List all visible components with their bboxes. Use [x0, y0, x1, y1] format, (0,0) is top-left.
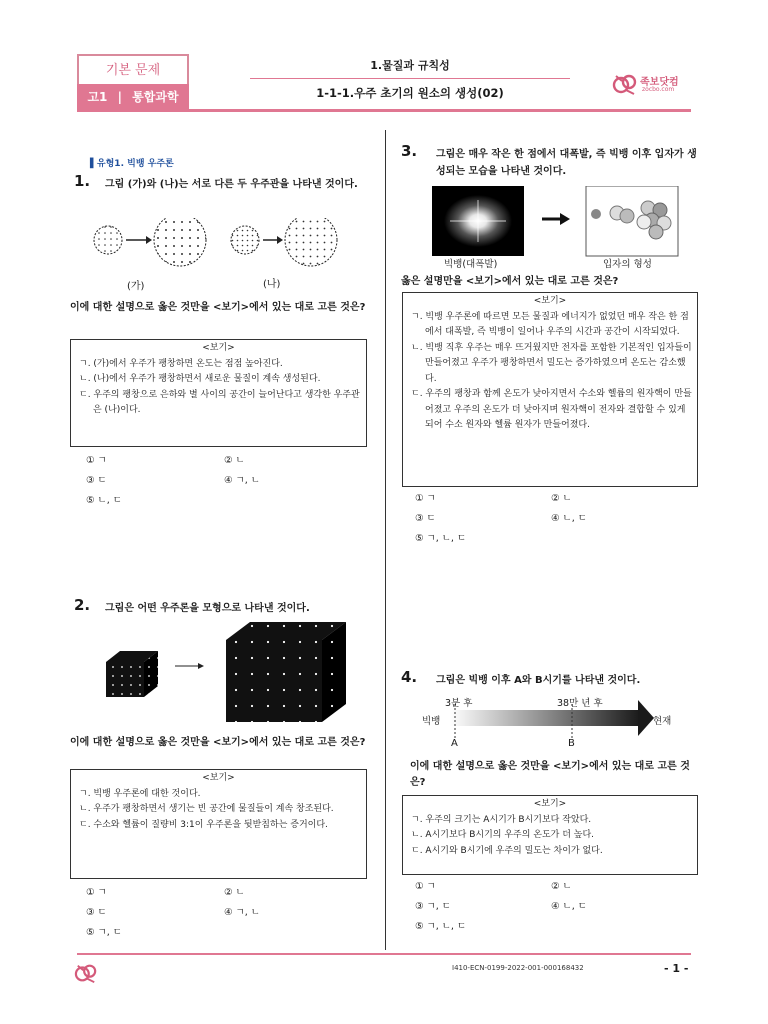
page-number: - 1 -: [664, 962, 689, 975]
q2-option-1[interactable]: ① ㄱ: [86, 887, 107, 898]
q2-large-cube: [226, 622, 346, 722]
q3-option-4[interactable]: ④ ㄴ, ㄷ: [551, 513, 587, 524]
q3-option-3[interactable]: ③ ㄷ: [415, 513, 436, 524]
header-line: [250, 78, 570, 79]
column-divider: [385, 130, 386, 950]
unit-title: 1.물질과 규칙성: [370, 59, 450, 72]
header-rule: [77, 109, 691, 112]
grade-label: 고1: [87, 90, 108, 104]
q3-option-5[interactable]: ⑤ ㄱ, ㄴ, ㄷ: [415, 533, 467, 544]
q4-point-a: A: [451, 738, 458, 749]
q4-box: [402, 795, 698, 875]
q1-universe-a-small: [94, 226, 122, 254]
q3-item-3: ㄷ. 우주의 팽창과 함께 온도가 낮아지면서 수소와 헬륨의 원자핵이 만들어졌고 우주의 온도가 더 낮아지며 원자핵이 전자와 결합할 수 있게 되어 수소 원자와 헬륨 원자가 만들어졌다.: [411, 389, 692, 430]
q2-box: [70, 769, 367, 879]
q3-box-title: <보기>: [533, 296, 567, 306]
q1-option-5[interactable]: ⑤ ㄴ, ㄷ: [86, 495, 122, 506]
q4-end-label: 현재: [653, 716, 672, 727]
grade-subject-bar: [77, 84, 189, 110]
q1-option-3[interactable]: ③ ㄷ: [86, 475, 107, 486]
q2-ask: 이에 대한 설명으로 옳은 것만을 <보기>에서 있는 대로 고른 것은?: [70, 737, 366, 748]
q4-option-2[interactable]: ② ㄴ: [551, 881, 572, 892]
q1-text: 그림 (가)와 (나)는 서로 다른 두 우주관을 나타낸 것이다.: [105, 179, 358, 190]
q4-time-1: 3분 후: [445, 698, 473, 709]
q3-item-1: ㄱ. 빅뱅 우주론에 따르면 모든 물질과 에너지가 없었던 매우 작은 한 점에서 대폭발, 즉 빅뱅이 일어나 우주의 시간과 공간이 시작되었다.: [411, 311, 689, 337]
q3-particles-image: [586, 186, 678, 256]
q4-box-title: <보기>: [533, 799, 567, 809]
q3-caption-a: 빅뱅(대폭발): [444, 259, 498, 270]
brand-url: zocbo.com: [642, 86, 675, 93]
subject-label: 통합과학: [132, 90, 179, 104]
q4-point-b: B: [568, 738, 575, 749]
q3-text: 그림은 매우 작은 한 점에서 대폭발, 즉 빅뱅 이후 입자가 생성되는 모습을 나타낸 것이다.: [436, 149, 697, 177]
document-code: I410-ECN-0199-2022-001-000168432: [452, 964, 584, 972]
q3-caption-b: 입자의 형성: [603, 259, 652, 270]
q3-figure: [430, 186, 680, 258]
q1-item-1: ㄱ. (가)에서 우주가 팽창하면 온도는 점점 높아진다.: [79, 358, 283, 369]
q2-item-1: ㄱ. 빅뱅 우주론에 대한 것이다.: [79, 788, 201, 799]
q4-time-2: 38만 년 후: [557, 698, 603, 709]
q1-item-2: ㄴ. (나)에서 우주가 팽창하면서 새로운 물질이 계속 생성된다.: [79, 374, 321, 384]
q3-option-2[interactable]: ② ㄴ: [551, 493, 572, 504]
q4-option-1[interactable]: ① ㄱ: [415, 881, 436, 892]
q2-option-5[interactable]: ⑤ ㄱ, ㄷ: [86, 927, 122, 938]
q1-option-1[interactable]: ① ㄱ: [86, 455, 107, 466]
q4-item-1: ㄱ. 우주의 크기는 A시기가 B시기보다 작았다.: [411, 814, 592, 825]
brand-logo: [612, 70, 692, 98]
q1-ask: 이에 대한 설명으로 옳은 것만을 <보기>에서 있는 대로 고른 것은?: [70, 302, 366, 313]
q3-number: 3.: [401, 142, 418, 160]
brand-name: 족보닷컴: [640, 77, 679, 88]
q4-option-3[interactable]: ③ ㄱ, ㄷ: [415, 901, 451, 912]
q4-item-3: ㄷ. A시기와 B시기에 우주의 밀도는 차이가 없다.: [411, 845, 603, 856]
grade-separator: |: [117, 90, 122, 104]
q4-text: 그림은 빅뱅 이후 A와 B시기를 나타낸 것이다.: [436, 675, 641, 686]
q2-figure: [100, 618, 350, 728]
q3-box: [402, 292, 698, 487]
q1-box-title: <보기>: [202, 343, 235, 353]
page-title: 1-1-1.우주 초기의 원소의 생성(02): [316, 86, 504, 100]
category-label: 기본 문제: [105, 63, 161, 78]
q2-item-2: ㄴ. 우주가 팽창하면서 생기는 빈 공간에 물질들이 계속 창조된다.: [79, 804, 334, 814]
q1-box: [70, 339, 367, 447]
q4-ask: 이에 대한 설명으로 옳은 것만을 <보기>에서 있는 대로 고른 것은?: [410, 761, 690, 788]
q2-small-cube: [106, 651, 158, 697]
q3-option-1[interactable]: ① ㄱ: [415, 493, 436, 504]
q4-option-5[interactable]: ⑤ ㄱ, ㄴ, ㄷ: [415, 921, 467, 932]
q2-option-4[interactable]: ④ ㄱ, ㄴ: [224, 907, 260, 918]
q2-number: 2.: [74, 596, 91, 614]
type-label: ▌유형1. 빅뱅 우주론: [90, 159, 174, 169]
q1-label-b: (나): [263, 279, 281, 290]
q3-item-2: ㄴ. 빅뱅 직후 우주는 매우 뜨거웠지만 전자를 포함한 기본적인 입자들이 만들어졌고 우주가 팽창하면서 밀도는 증가하였으며 온도는 감소했다.: [411, 342, 692, 384]
q2-option-2[interactable]: ② ㄴ: [224, 887, 245, 898]
q3-ask: 옳은 설명만을 <보기>에서 있는 대로 고른 것은?: [401, 276, 619, 287]
q4-start-label: 빅뱅: [422, 716, 441, 727]
q2-box-title: <보기>: [202, 773, 235, 783]
q1-label-a: (가): [127, 281, 145, 292]
q1-universe-b-large: [285, 218, 337, 266]
q1-option-4[interactable]: ④ ㄱ, ㄴ: [224, 475, 260, 486]
q1-universe-a-large: [154, 218, 206, 266]
q4-number: 4.: [401, 668, 418, 686]
footer-logo-icon: [74, 962, 98, 984]
q4-item-2: ㄴ. A시기보다 B시기의 우주의 온도가 더 높다.: [411, 830, 595, 840]
footer-rule: [77, 953, 691, 955]
brand-mark-icon: [612, 72, 638, 96]
category-tag: [77, 54, 189, 110]
q2-item-3: ㄷ. 수소와 헬륨이 질량비 3:1이 우주론을 뒷받침하는 증거이다.: [79, 819, 328, 830]
q2-option-3[interactable]: ③ ㄷ: [86, 907, 107, 918]
q1-universe-b-small: [231, 226, 259, 254]
q1-item-3: ㄷ. 우주의 팽창으로 은하와 별 사이의 공간이 늘어난다고 생각한 우주관은 (나)이다.: [79, 389, 360, 415]
q1-option-2[interactable]: ② ㄴ: [224, 455, 245, 466]
q1-number: 1.: [74, 172, 91, 190]
q4-option-4[interactable]: ④ ㄴ, ㄷ: [551, 901, 587, 912]
q2-text: 그림은 어떤 우주론을 모형으로 나타낸 것이다.: [105, 603, 310, 614]
